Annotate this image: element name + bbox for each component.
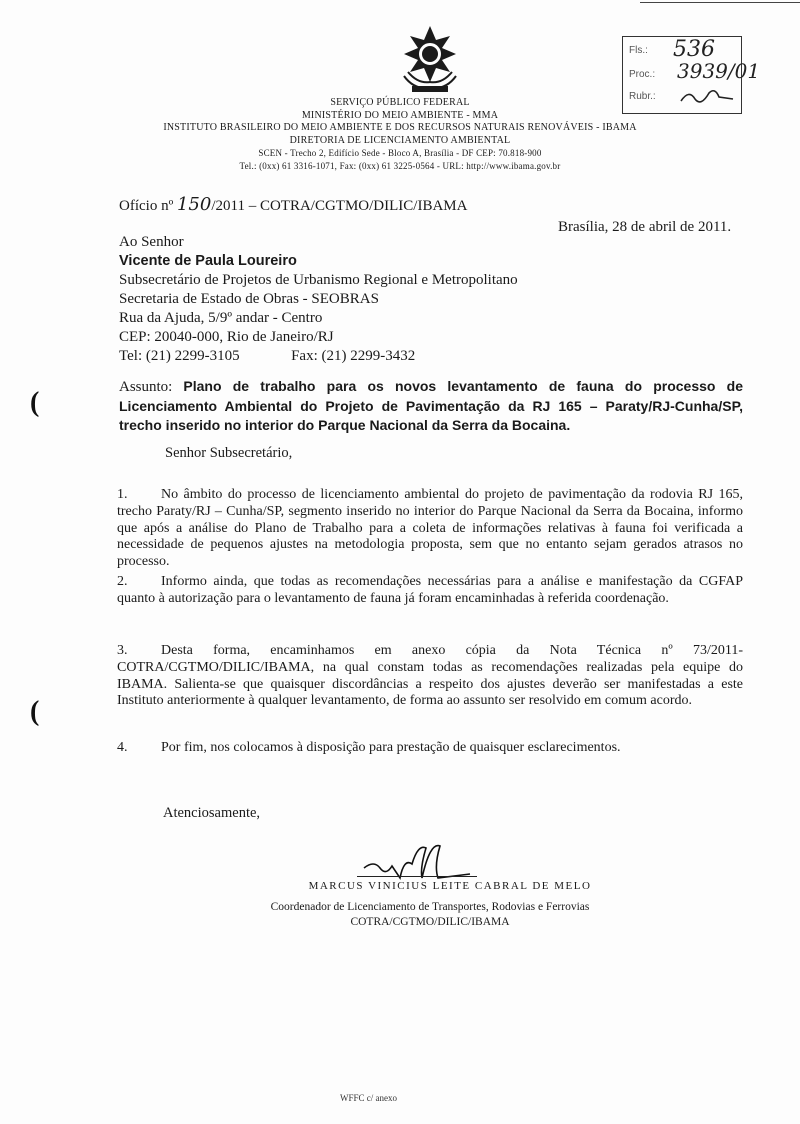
recipient-tel: Tel: (21) 2299-3105: [119, 348, 240, 364]
paragraph-1: [117, 487, 743, 571]
top-edge-line: [640, 2, 800, 3]
paragraph-text: Informo ainda, que todas as recomendações necessárias para a análise e manifestação da CGFAP quanto à autorização para o levantamento de fauna já foram encaminhadas à referida coordenação.: [117, 574, 743, 606]
stamp-proc-value: 3939/01: [677, 59, 761, 83]
header-line-ministry: MINISTÉRIO DO MEIO AMBIENTE - MMA: [301, 109, 499, 121]
subject-label: Assunto:: [119, 379, 173, 395]
paragraph-text: Por fim, nos colocamos à disposição para prestação de quaisquer esclarecimentos.: [161, 740, 621, 755]
recipient-cep: CEP: 20040-000, Rio de Janeiro/RJ: [119, 329, 334, 345]
recipient-role: Subsecretário de Projetos de Urbanismo Regional e Metropolitano: [119, 272, 518, 288]
header-line-contact: Tel.: (0xx) 61 3316-1071, Fax: (0xx) 61 3225-0564 - URL: http://www.ibama.gov.br: [239, 160, 561, 171]
signature-line: [357, 876, 477, 877]
footer-note: WFFC c/ anexo: [340, 1093, 397, 1103]
header-line-directorate: DIRETORIA DE LICENCIAMENTO AMBIENTAL: [289, 134, 511, 146]
recipient-block: [119, 233, 518, 366]
oficio-reference: [119, 194, 467, 215]
header-line-service: SERVIÇO PÚBLICO FEDERAL: [330, 97, 470, 108]
paragraph-number: 2.: [117, 574, 128, 589]
letterhead: [100, 97, 700, 173]
stamp-fls-value: 536: [673, 37, 715, 62]
header-line-address: SCEN - Trecho 2, Edifício Sede - Bloco A, Brasília - DF CEP: 70.818-900: [258, 148, 542, 159]
binder-hole-mark: (: [30, 696, 40, 727]
oficio-number: 150: [176, 194, 212, 215]
protocol-stamp: [622, 36, 761, 114]
header-line-institute: INSTITUTO BRASILEIRO DO MEIO AMBIENTE E DOS RECURSOS NATURAIS RENOVÁVEIS - IBAMA: [163, 122, 637, 134]
signatory-info: [180, 900, 680, 930]
oficio-prefix: Ofício nº: [119, 198, 174, 214]
salutation: Senhor Subsecretário,: [165, 445, 293, 461]
subject-text: Plano de trabalho para os novos levantamento de fauna do processo de Licenciamento Ambiental do Projeto de Pavimentação da RJ 165 – Paraty/RJ-Cunha/SP, trecho inserido no interior do Parque Nacional da Serra da Bocaina.: [119, 378, 743, 433]
signatory-unit: COTRA/CGTMO/DILIC/IBAMA: [350, 916, 510, 928]
recipient-address: Rua da Ajuda, 5/9º andar - Centro: [119, 310, 323, 326]
paragraph-number: 4.: [117, 740, 128, 755]
coat-of-arms-icon: [392, 24, 468, 96]
stamp-proc-label: Proc.:: [629, 69, 656, 80]
recipient-org: Secretaria de Estado de Obras - SEOBRAS: [119, 291, 379, 307]
paragraph-3: [117, 643, 743, 710]
recipient-name: Vicente de Paula Loureiro: [119, 253, 297, 269]
subject-block: [119, 377, 743, 436]
signatory-role: Coordenador de Licenciamento de Transportes, Rodovias e Ferrovias: [270, 901, 590, 913]
stamp-fls-label: Fls.:: [629, 45, 648, 56]
stamp-rubric-scribble: [679, 85, 735, 107]
recipient-fax: Fax: (21) 2299-3432: [291, 348, 416, 364]
signatory-name: MARCUS VINICIUS LEITE CABRAL DE MELO: [308, 880, 592, 892]
oficio-suffix: /2011 – COTRA/CGTMO/DILIC/IBAMA: [211, 198, 468, 214]
letter-date: Brasília, 28 de abril de 2011.: [558, 219, 732, 235]
stamp-rubr-label: Rubr.:: [629, 91, 656, 102]
binder-hole-mark: (: [30, 387, 40, 418]
recipient-greeting: Ao Senhor: [119, 234, 184, 250]
handwritten-signature-icon: [360, 838, 480, 884]
paragraph-text: No âmbito do processo de licenciamento ambiental do projeto de pavimentação da rodovia RJ 165, trecho Paraty/RJ – Cunha/SP, segmento inserido no interior do Parque Nacional da Serra da Bocaina, informo que após a análise do Plano de Trabalho para a coleta de informações relativas à fauna foi verificada a necessidade de pequenos ajustes na metodologia proposta, sem que no entanto sejam gerados atrasos no processo.: [117, 487, 743, 570]
paragraph-text: Desta forma, encaminhamos em anexo cópia da Nota Técnica nº 73/2011-COTRA/CGTMO/DILIC/IBAMA, na qual constam todas as recomendações realizadas pela equipe do IBAMA. Salienta-se que quaisquer discordâncias a respeito dos ajustes deverão ser manifestadas a este Instituto anteriormente à qualquer levantamento, de forma ao assunto ser resolvido em comum acordo.: [117, 643, 743, 709]
paragraph-2: [117, 574, 743, 608]
paragraph-number: 3.: [117, 643, 128, 658]
paragraph-4: [117, 740, 743, 757]
closing: Atenciosamente,: [163, 805, 261, 821]
paragraph-number: 1.: [117, 487, 128, 502]
